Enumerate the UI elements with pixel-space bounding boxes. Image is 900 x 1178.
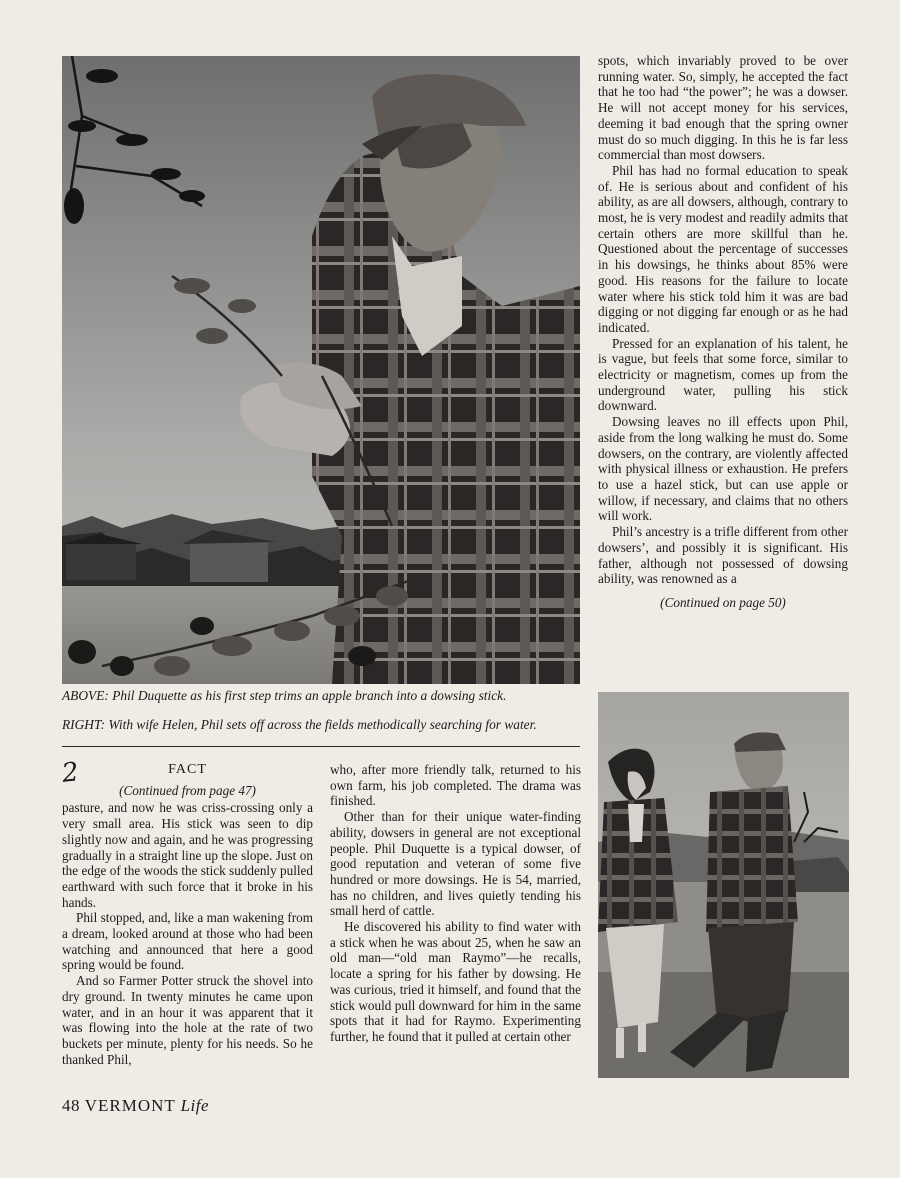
caption-right: RIGHT: With wife Helen, Phil sets off across the fields methodically searching for water.	[62, 717, 537, 732]
paragraph: pasture, and now he was criss-crossing only a very small area. His stick was seen to dip slightly now and again, and he was progressing gradually in a straight line up the slope. Just on the edge of the woods the stick suddenly pulled earthward with such force that it broke in his hands.	[62, 800, 313, 910]
paragraph: Dowsing leaves no ill effects upon Phil, aside from the long walking he must do. Some dowsers, on the contrary, are violently affected with physical illness or exhaustion. He prefers to use a hazel stick, but can use apple or willow, if necessary, and claims that no others will work.	[598, 414, 848, 524]
caption-divider	[62, 746, 580, 747]
left-column	[62, 762, 313, 1067]
page-number: 48	[62, 1096, 80, 1115]
magazine-name-italic: Life	[180, 1096, 210, 1115]
main-photo	[62, 56, 580, 684]
folio	[62, 1096, 209, 1116]
paragraph: And so Farmer Potter struck the shovel into dry ground. In twenty minutes he came upon water, and in an hour it was apparent that it was flowing into the hole at the rate of two buckets per minute, plenty for his needs. So he thanked Phil,	[62, 973, 313, 1067]
caption-above: ABOVE: Phil Duquette as his first step trims an apple branch into a dowsing stick.	[62, 688, 507, 703]
section-head: FACT	[168, 762, 207, 777]
continued-on-note: (Continued on page 50)	[660, 594, 786, 610]
paragraph: who, after more friendly talk, returned to his own farm, his job completed. The drama was finished.	[330, 762, 581, 809]
paragraph: He discovered his ability to find water with a stick when he was about 25, when he saw an old man—“old man Raymo”—he recalls, locate a spring for his father by dowsing. He was curious, tried it himself, and found that the stick would pull downward for him in the same spots that it had for Raymo. Experimenting further, he found that it pulled at certain other	[330, 919, 581, 1044]
paragraph: Pressed for an explanation of his talent, he is vague, but feels that some force, similar to electricity or magnetism, comes up from the underground water, pulling his stick downward.	[598, 335, 848, 414]
paragraph: spots, which invariably proved to be over running water. So, simply, he accepted the fact that he too had “the power”; he was a dowser. He will not accept money for his services, deeming it bad enough that the spring owner must do so much digging. In this he is far less commercial than most dowsers.	[598, 53, 848, 163]
couple-photo	[598, 692, 849, 1078]
top-right-column	[598, 53, 848, 611]
paragraph: Phil’s ancestry is a trifle different from other dowsers’, and possibly it is significant. His father, although not possessed of dowsing ability, was renowned as a	[598, 524, 848, 587]
paragraph: Phil has had no formal education to speak of. He is serious about and confident of his ability, as are all dowsers, although, contrary to most, he is very modest and readily admits that certain others are more skillful than he. Questioned about the percentage of successes in his dowsings, he thinks about 85% were good. His reasons for the failure to locate water where his stick told him it was are bad digging or not digging far enough or as he had indicated.	[598, 162, 848, 335]
handwritten-number: 2	[60, 757, 81, 789]
middle-column	[330, 762, 581, 1045]
continued-from-note: (Continued from page 47)	[119, 782, 256, 798]
paragraph: Other than for their unique water-finding ability, dowsers in general are not exceptional people. Phil Duquette is a typical dowser, of good reputation and veteran of some five hundred or more dowsings. He is 54, married, has no children, and lives quietly tending his small herd of cattle.	[330, 809, 581, 919]
paragraph: Phil stopped, and, like a man wakening from a dream, looked around at those who had been watching and announced that here a good spring would be found.	[62, 910, 313, 973]
magazine-name: VERMONT	[84, 1096, 176, 1115]
